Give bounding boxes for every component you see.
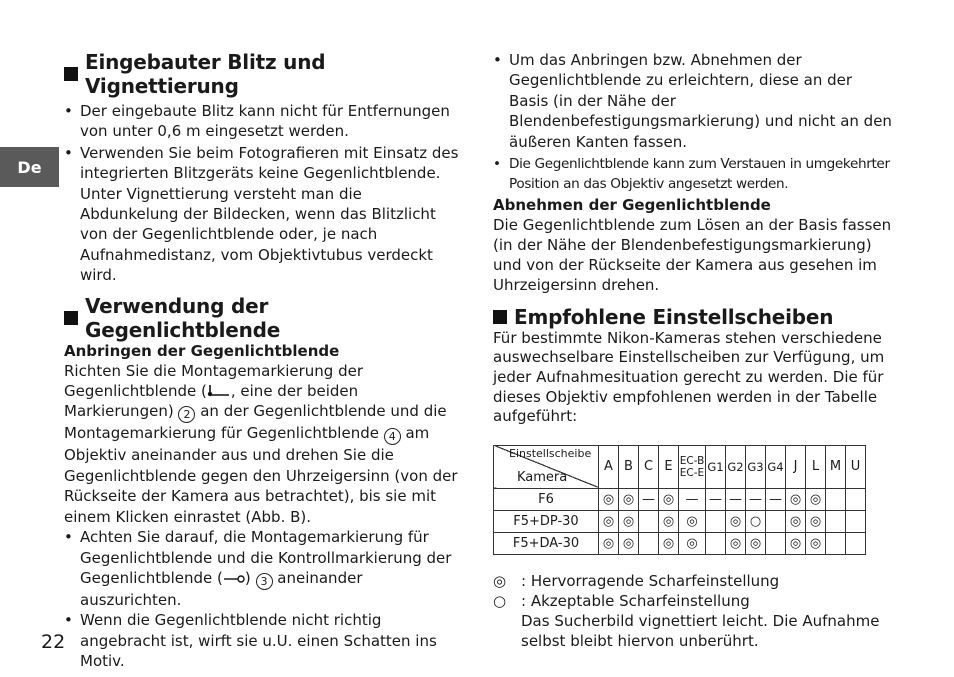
list-item: • Wenn die Gegenlichtblende nicht richtig angebracht ist, wirft sie u.U. einen Schatten ins Motiv. xyxy=(64,610,464,671)
attach-paragraph: Richten Sie die Montagemarkierung der Gegenlichtblende ( , eine der beiden Markierungen) 2 an der Gegenlichtblende und die Montagemarkierung für Gegenlichtblende 4 am Objektiv aneinander aus und drehen Sie die Gegenlichtblende gegen den Uhrzeigersinn (von der Rückseite der Kamera aus betrachtet), bis sie mit einem Klicken einrastet (Abb. B). xyxy=(64,361,458,526)
list-item: • Der eingebaute Blitz kann nicht für Entfernungen von unter 0,6 m eingesetzt werden. xyxy=(64,101,464,142)
table-cell: — xyxy=(746,488,766,510)
handling-bullet-list xyxy=(493,50,893,195)
callout-number-2: 2 xyxy=(178,406,195,423)
table-cell xyxy=(706,510,726,532)
screens-paragraph: Für bestimmte Nikon-Kameras stehen verschiedene auswechselbare Einstellscheiben zur Verfügung, um jeder Aufnahmesituation gerecht zu werden. Die für dieses Objektiv empfohlenen werden in der Tabelle aufgeführt: xyxy=(493,328,885,426)
mount-mark-icon xyxy=(207,383,231,397)
table-cell: ◎ xyxy=(806,532,826,554)
language-tab: De xyxy=(0,147,59,187)
section-heading-screens: Empfohlene Einstellscheiben xyxy=(493,305,893,329)
column-header: L xyxy=(806,445,826,488)
row-header-camera: F5+DP-30 xyxy=(494,510,599,532)
table-cell xyxy=(766,510,786,532)
table-cell: ◎ xyxy=(786,532,806,554)
vignetting-paragraph: Unter Vignettierung versteht man die Abdunkelung der Bildecken, wenn das Blitzlicht von der Gegenlichtblende oder, je nach Aufnahmedistanz, vom Objektivtubus verdeckt wird. xyxy=(80,184,436,285)
table-cell xyxy=(846,532,866,554)
table-cell: ◎ xyxy=(619,510,639,532)
table-cell: ◎ xyxy=(679,532,706,554)
column-header: G2 xyxy=(726,445,746,488)
column-header: M xyxy=(826,445,846,488)
callout-number-3: 3 xyxy=(256,573,273,590)
table-cell: ◎ xyxy=(619,488,639,510)
table-cell: — xyxy=(679,488,706,510)
table-row xyxy=(494,510,866,532)
table-cell xyxy=(826,488,846,510)
section-heading-hood: Verwendung der Gegenlichtblende xyxy=(64,294,464,342)
column-header: G4 xyxy=(766,445,786,488)
table-cell: ○ xyxy=(746,510,766,532)
legend-item: ◎ : Hervorragende Scharfeinstellung xyxy=(493,571,780,590)
column-header: U xyxy=(846,445,866,488)
table-cell: ◎ xyxy=(726,510,746,532)
focusing-screen-table xyxy=(493,445,866,555)
square-bullet-icon xyxy=(493,310,507,324)
table-cell: ◎ xyxy=(599,488,619,510)
table-cell: ◎ xyxy=(599,532,619,554)
circle-icon: ○ xyxy=(493,591,507,610)
subheading-remove: Abnehmen der Gegenlichtblende xyxy=(493,195,771,214)
table-header-row xyxy=(494,445,866,488)
table-cell xyxy=(846,510,866,532)
table-cell: ◎ xyxy=(806,488,826,510)
table-cell: — xyxy=(766,488,786,510)
table-cell: ◎ xyxy=(786,510,806,532)
row-header-camera: F6 xyxy=(494,488,599,510)
table-cell xyxy=(846,488,866,510)
attach-bullet-list xyxy=(64,527,464,671)
table-row xyxy=(494,532,866,554)
list-item: • Um das Anbringen bzw. Abnehmen der Gegenlichtblende zu erleichtern, diese an der Basis (in der Nähe der Blendenbefestigungsmarkierung) und nicht an den äußeren Kanten fassen. xyxy=(493,50,893,152)
table-cell xyxy=(766,532,786,554)
table-corner-header: Einstellscheibe Kamera xyxy=(494,445,599,488)
table-cell: ◎ xyxy=(599,510,619,532)
list-item: • Die Gegenlichtblende kann zum Verstauen in umgekehrter Position an das Objektiv angesetzt werden. xyxy=(493,154,893,195)
check-mark-icon xyxy=(223,571,245,583)
table-cell: ◎ xyxy=(786,488,806,510)
column-header: J xyxy=(786,445,806,488)
row-header-camera: F5+DA-30 xyxy=(494,532,599,554)
left-column xyxy=(64,50,464,672)
table-cell: ◎ xyxy=(659,488,679,510)
column-header: B xyxy=(619,445,639,488)
table-cell: — xyxy=(639,488,659,510)
column-header: A xyxy=(599,445,619,488)
table-cell: ◎ xyxy=(679,510,706,532)
table-cell: ◎ xyxy=(659,510,679,532)
page-number: 22 xyxy=(41,631,66,653)
table-cell: — xyxy=(726,488,746,510)
table-cell: ◎ xyxy=(746,532,766,554)
right-column xyxy=(493,50,893,651)
table-cell xyxy=(639,510,659,532)
table-cell: — xyxy=(706,488,726,510)
remove-paragraph: Die Gegenlichtblende zum Lösen an der Basis fassen (in der Nähe der Blendenbefestigungsmarkierung) und von der Rückseite der Kamera aus gesehen im Uhrzeigersinn drehen. xyxy=(493,215,892,294)
table-cell: ◎ xyxy=(806,510,826,532)
column-header: EC-B EC-E xyxy=(679,445,706,488)
table-cell xyxy=(826,532,846,554)
table-cell: ◎ xyxy=(659,532,679,554)
column-header: E xyxy=(659,445,679,488)
column-header: G1 xyxy=(706,445,726,488)
subheading-attach: Anbringen der Gegenlichtblende xyxy=(64,341,340,360)
section-heading-flash: Eingebauter Blitz und Vignettierung xyxy=(64,50,464,98)
column-header: G3 xyxy=(746,445,766,488)
list-item: • Achten Sie darauf, die Montagemarkierung für Gegenlichtblende und die Kontrollmarkierung der Gegenlichtblende ( ) 3 aneinander auszurichten. xyxy=(64,527,464,610)
table-cell: ◎ xyxy=(619,532,639,554)
table-row xyxy=(494,488,866,510)
table-cell xyxy=(639,532,659,554)
list-item: • Verwenden Sie beim Fotografieren mit Einsatz des integrierten Blitzgeräts keine Gegenlichtblende. xyxy=(64,143,464,184)
legend-item: ○ : Akzeptable Scharfeinstellung xyxy=(493,591,750,610)
table-legend xyxy=(493,571,893,651)
square-bullet-icon xyxy=(64,311,78,325)
column-header: C xyxy=(639,445,659,488)
legend-note: Das Sucherbild vignettiert leicht. Die Aufnahme selbst bleibt hiervon unberührt. xyxy=(521,611,880,650)
square-bullet-icon xyxy=(64,67,78,81)
table-cell: ◎ xyxy=(726,532,746,554)
double-circle-icon: ◎ xyxy=(493,571,507,590)
table-cell xyxy=(826,510,846,532)
table-cell xyxy=(706,532,726,554)
callout-number-4: 4 xyxy=(384,428,401,445)
flash-bullet-list xyxy=(64,101,464,184)
